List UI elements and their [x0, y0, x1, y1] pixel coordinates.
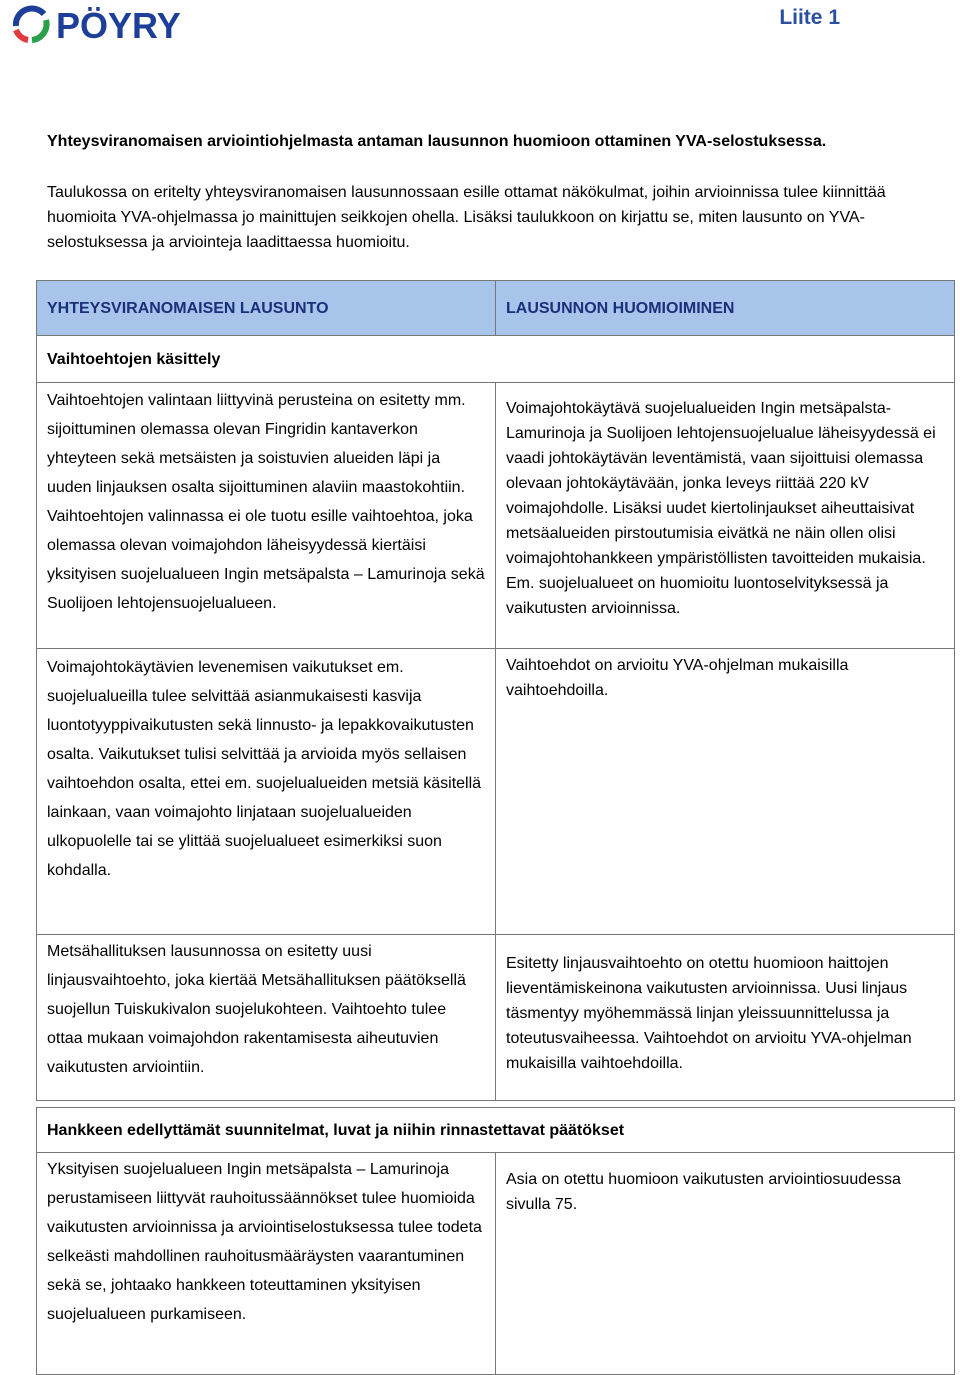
section-title: Hankkeen edellyttämät suunnitelmat, luvat ja niihin rinnastettavat päätökset	[37, 1108, 955, 1153]
statement-cell: Voimajohtokäytävien levenemisen vaikutukset em. suojelualueilla tulee selvittää asianmukaisesti kasvija luontotyyppivaikutusten sekä linnusto- ja lepakkovaikutusten osalta. Vaikutukset tulisi selvittää ja arvioida myös sellaisen vaihtoehdon osalta, ettei em. suojelualueiden metsiä käsitellä lainkaan, vaan voimajohto linjataan suojelualueiden ulkopuolelle tai se ylittää suojelualueet esimerkiksi suon kohdalla.	[37, 649, 496, 935]
consideration-cell: Asia on otettu huomioon vaikutusten arviointiosuudessa sivulla 75.	[496, 1153, 955, 1375]
table-row	[37, 383, 955, 649]
appendix-label: Liite 1	[779, 6, 840, 29]
document-intro: Taulukossa on eritelty yhteysviranomaisen lausunnossaan esille ottamat näkökulmat, joihin arvioinnissa tulee kiinnittää huomioita YVA-ohjelmassa jo mainittujen seikkojen ohella. Lisäksi taulukkoon on kirjattu se, miten lausunto on YVA-selostuksessa ja arviointeja laadittaessa huomioitu.	[47, 184, 886, 251]
poyry-logo	[8, 0, 258, 48]
statement-cell: Vaihtoehtojen valintaan liittyvinä perusteina on esitetty mm. sijoittuminen olemassa olevan Fingridin kantaverkon yhteyteen sekä metsäisten ja soistuvien alueiden läpi ja uuden linjauksen osalta sijoittuminen alaviin maastokohtiin. Vaihtoehtojen valinnassa ei ole tuotu esille vaihtoehtoa, joka olemassa olevan voimajohdon läheisyydessä kiertäisi yksityisen suojelualueen Ingin metsäpalsta – Lamurinoja sekä Suolijoen lehtojensuojelualueen.	[37, 383, 496, 649]
statement-table	[36, 280, 955, 1101]
statement-cell: Metsähallituksen lausunnossa on esitetty uusi linjausvaihtoehto, joka kiertää Metsähallituksen päätöksellä suojellun Tuiskukivalon suojelukohteen. Vaihtoehto tulee ottaa mukaan voimajohdon rakentamisesta aiheutuvien vaikutusten arviointiin.	[37, 935, 496, 1101]
logo-swirl-icon	[16, 9, 47, 40]
document-heading: Yhteysviranomaisen arviointiohjelmasta antaman lausunnon huomioon ottaminen YVA-selostuksessa.	[47, 133, 827, 150]
consideration-cell: Voimajohtokäytävä suojelualueiden Ingin metsäpalsta-Lamurinoja ja Suolijoen lehtojensuojelualue läheisyydessä ei vaadi johtokäytävän leventämistä, vaan sijoittuisi olemassa olevaan johtokäytävään, jonka leveys riittää 220 kV voimajohdolle. Lisäksi uudet kiertolinjaukset aiheuttaisivat metsäalueiden pirstoutumisia eivätkä ne näin ollen olisi voimajohtohankkeen ympäristöllisten tavoitteiden mukaisia. Em. suojelualueet on huomioitu luontoselvityksessä ja vaikutusten arvioinnissa.	[496, 383, 955, 649]
column-header-statement: YHTEYSVIRANOMAISEN LAUSUNTO	[37, 281, 496, 336]
permits-table	[36, 1107, 955, 1375]
statement-cell: Yksityisen suojelualueen Ingin metsäpalsta – Lamurinoja perustamiseen liittyvät rauhoitussäännökset tulee huomioida vaikutusten arvioinnissa ja arviointiselostuksessa tulee todeta selkeästi mahdollinen rauhoitusmääräysten vaarantuminen sekä se, johtaako hankkeen toteuttaminen yksityisen suojelualueen purkamiseen.	[37, 1153, 496, 1375]
section-row	[37, 1108, 955, 1153]
table-header-row	[37, 281, 955, 336]
section-row	[37, 336, 955, 383]
table-row	[37, 1153, 955, 1375]
logo-wordmark: PÖYRY	[56, 5, 181, 46]
consideration-cell: Esitetty linjausvaihtoehto on otettu huomioon haittojen lieventämiskeinona vaikutusten arvioinnissa. Uusi linjaus täsmentyy myöhemmässä linjan yleissuunnittelussa ja toteutusvaiheessa. Vaihtoehdot on arvioitu YVA-ohjelman mukaisilla vaihtoehdoilla.	[496, 935, 955, 1101]
consideration-cell: Vaihtoehdot on arvioitu YVA-ohjelman mukaisilla vaihtoehdoilla.	[496, 649, 955, 935]
table-row	[37, 649, 955, 935]
section-title: Vaihtoehtojen käsittely	[37, 336, 955, 383]
column-header-consideration: LAUSUNNON HUOMIOIMINEN	[496, 281, 955, 336]
table-row	[37, 935, 955, 1101]
